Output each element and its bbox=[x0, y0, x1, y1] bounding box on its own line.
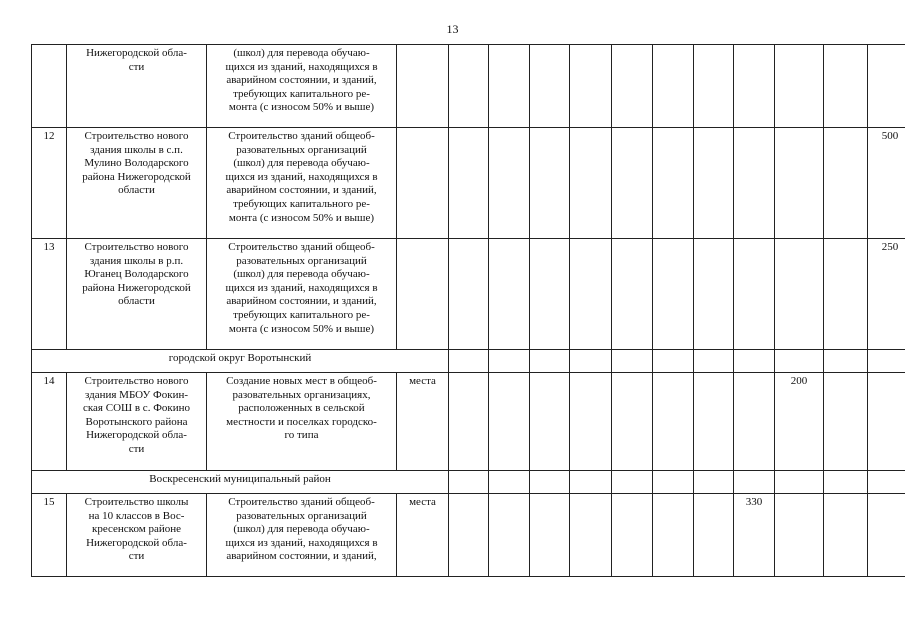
program-table bbox=[31, 44, 905, 577]
value-cell bbox=[530, 239, 570, 350]
section-label: городской округ Воротынский bbox=[32, 350, 449, 373]
object-name: Строительство школы на 10 классов в Вос- кресенском районе Нижегородской обла- сти bbox=[67, 494, 207, 577]
object-name: Строительство нового здания школы в р.п. Юганец Володарского района Нижегородской области bbox=[67, 239, 207, 350]
value-cell bbox=[653, 45, 694, 128]
unit-cell: места bbox=[397, 494, 449, 577]
value-cell bbox=[530, 45, 570, 128]
row-number: 14 bbox=[32, 373, 67, 471]
table-row bbox=[32, 373, 905, 471]
value-cell bbox=[694, 471, 734, 494]
value-cell bbox=[775, 494, 824, 577]
value-cell bbox=[612, 350, 653, 373]
value-cell bbox=[734, 350, 775, 373]
value-cell: 500 bbox=[868, 128, 905, 239]
value-cell bbox=[489, 128, 530, 239]
value-cell bbox=[612, 239, 653, 350]
value-cell bbox=[775, 128, 824, 239]
value-cell bbox=[653, 239, 694, 350]
value-cell bbox=[489, 494, 530, 577]
unit-cell bbox=[397, 45, 449, 128]
value-cell bbox=[449, 471, 489, 494]
value-cell bbox=[570, 494, 612, 577]
value-cell bbox=[734, 373, 775, 471]
value-cell bbox=[734, 128, 775, 239]
value-cell bbox=[570, 239, 612, 350]
value-cell bbox=[694, 239, 734, 350]
value-cell: 250 bbox=[868, 239, 905, 350]
value-cell bbox=[530, 373, 570, 471]
table-row bbox=[32, 494, 905, 577]
unit-cell: места bbox=[397, 373, 449, 471]
value-cell bbox=[530, 128, 570, 239]
row-number bbox=[32, 45, 67, 128]
value-cell bbox=[570, 471, 612, 494]
value-cell: 200 bbox=[775, 373, 824, 471]
unit-cell bbox=[397, 128, 449, 239]
value-cell bbox=[868, 45, 905, 128]
value-cell bbox=[612, 471, 653, 494]
value-cell bbox=[775, 350, 824, 373]
section-label: Воскресенский муниципальный район bbox=[32, 471, 449, 494]
table-row bbox=[32, 128, 905, 239]
value-cell bbox=[824, 471, 868, 494]
value-cell bbox=[489, 239, 530, 350]
table-row bbox=[32, 45, 905, 128]
value-cell bbox=[449, 45, 489, 128]
value-cell bbox=[489, 350, 530, 373]
value-cell bbox=[570, 350, 612, 373]
value-cell bbox=[612, 128, 653, 239]
value-cell bbox=[694, 373, 734, 471]
value-cell: 330 bbox=[734, 494, 775, 577]
row-number: 12 bbox=[32, 128, 67, 239]
value-cell bbox=[824, 128, 868, 239]
value-cell bbox=[449, 373, 489, 471]
value-cell bbox=[824, 45, 868, 128]
value-cell bbox=[653, 471, 694, 494]
value-cell bbox=[530, 350, 570, 373]
value-cell bbox=[530, 471, 570, 494]
value-cell bbox=[775, 471, 824, 494]
value-cell bbox=[653, 128, 694, 239]
value-cell bbox=[734, 239, 775, 350]
value-cell bbox=[449, 128, 489, 239]
object-name: Строительство нового здания МБОУ Фокин- ская СОШ в с. Фокино Воротынского района Нижегородской обла- сти bbox=[67, 373, 207, 471]
value-cell bbox=[824, 373, 868, 471]
value-cell bbox=[694, 45, 734, 128]
value-cell bbox=[449, 239, 489, 350]
value-cell bbox=[489, 45, 530, 128]
value-cell bbox=[694, 350, 734, 373]
value-cell bbox=[570, 45, 612, 128]
value-cell bbox=[734, 45, 775, 128]
table-row bbox=[32, 239, 905, 350]
value-cell bbox=[530, 494, 570, 577]
value-cell bbox=[734, 471, 775, 494]
value-cell bbox=[694, 494, 734, 577]
value-cell bbox=[775, 239, 824, 350]
page-number: 13 bbox=[446, 22, 459, 36]
object-name: Нижегородской обла- сти bbox=[67, 45, 207, 128]
section-row bbox=[32, 471, 905, 494]
value-cell bbox=[868, 471, 905, 494]
value-cell bbox=[824, 494, 868, 577]
value-cell bbox=[612, 373, 653, 471]
value-cell bbox=[449, 350, 489, 373]
object-description: Строительство зданий общеоб- разовательных организаций (школ) для перевода обучаю- щихся из зданий, находящихся в аварийном состоянии, и зданий, bbox=[207, 494, 397, 577]
value-cell bbox=[612, 494, 653, 577]
object-description: Создание новых мест в общеоб- разовательных организациях, расположенных в сельской местности и поселках городско- го типа bbox=[207, 373, 397, 471]
row-number: 13 bbox=[32, 239, 67, 350]
value-cell bbox=[824, 350, 868, 373]
object-description: Строительство зданий общеоб- разовательных организаций (школ) для перевода обучаю- щихся из зданий, находящихся в аварийном состоянии, и зданий, требующих капитального ре- монта (с износом 50% и выше) bbox=[207, 128, 397, 239]
object-name: Строительство нового здания школы в с.п. Мулино Володарского района Нижегородской области bbox=[67, 128, 207, 239]
value-cell bbox=[489, 373, 530, 471]
value-cell bbox=[868, 494, 905, 577]
value-cell bbox=[653, 494, 694, 577]
value-cell bbox=[868, 373, 905, 471]
object-description: Строительство зданий общеоб- разовательных организаций (школ) для перевода обучаю- щихся из зданий, находящихся в аварийном состоянии, и зданий, требующих капитального ре- монта (с износом 50% и выше) bbox=[207, 239, 397, 350]
object-description: (школ) для перевода обучаю- щихся из зданий, находящихся в аварийном состоянии, и зданий, требующих капитального ре- монта (с износом 50% и выше) bbox=[207, 45, 397, 128]
value-cell bbox=[653, 350, 694, 373]
value-cell bbox=[449, 494, 489, 577]
row-number: 15 bbox=[32, 494, 67, 577]
section-row bbox=[32, 350, 905, 373]
value-cell bbox=[612, 45, 653, 128]
value-cell bbox=[868, 350, 905, 373]
value-cell bbox=[824, 239, 868, 350]
value-cell bbox=[489, 471, 530, 494]
unit-cell bbox=[397, 239, 449, 350]
value-cell bbox=[775, 45, 824, 128]
value-cell bbox=[694, 128, 734, 239]
value-cell bbox=[570, 128, 612, 239]
value-cell bbox=[570, 373, 612, 471]
value-cell bbox=[653, 373, 694, 471]
